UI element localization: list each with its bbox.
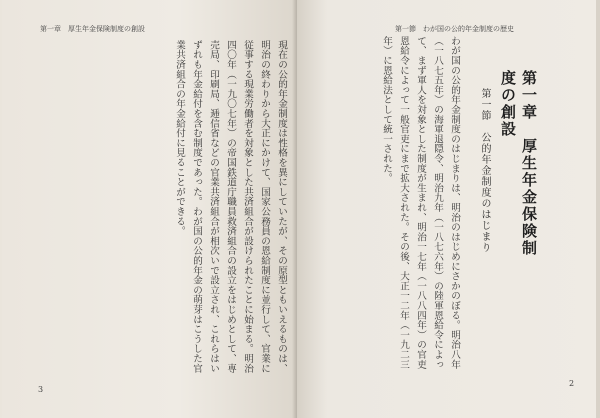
right-page-number: 2 [569, 379, 575, 388]
chapter-title: 第一章 厚生年金保険制度の創設 [499, 70, 538, 257]
section-title: 第一節 公的年金制度のはじまり [479, 88, 490, 253]
page-edge [596, 0, 600, 418]
left-page [2, 0, 297, 418]
right-body-text: わが国の公的年金制度のはじまりは、明治のはじめにさかのぼる。明治八年（一八七五年）の海軍退隠令、明治九年（一八七六年）の陸軍恩給令によって、まず軍人を対象とした制度が生まれ、明治一七年（一八八四年）の官吏恩給令によって一般官吏にまで拡大された。その後、大正一二年（一九二三年）に恩給法として統一された。 [381, 36, 460, 370]
right-running-head: 第一節 わが国の公的年金制度の歴史 [395, 25, 514, 33]
left-page-number: 3 [38, 385, 44, 394]
left-running-head: 第一章 厚生年金保険制度の創設 [40, 25, 145, 33]
left-body-text: 現在の公的年金制度は性格を異にしていたが、その原型ともいえるものは、明治の終わりから大正にかけて、国家公務員の恩給制度に並行して、官業に従事する現業労働者を対象とした共済組合が設けられたことに始まる。明治四〇年（一九〇七年）の帝国鉄道庁職員救済組合の設立をはじめとして、専売局、印刷局、逓信省などの官業共済組合が相次いで設立され、これらはいずれも年金給付を含む制度であった。わが国の公的年金の萌芽はこうした官業共済組合の年金給付に見ることができる。 [174, 40, 287, 374]
